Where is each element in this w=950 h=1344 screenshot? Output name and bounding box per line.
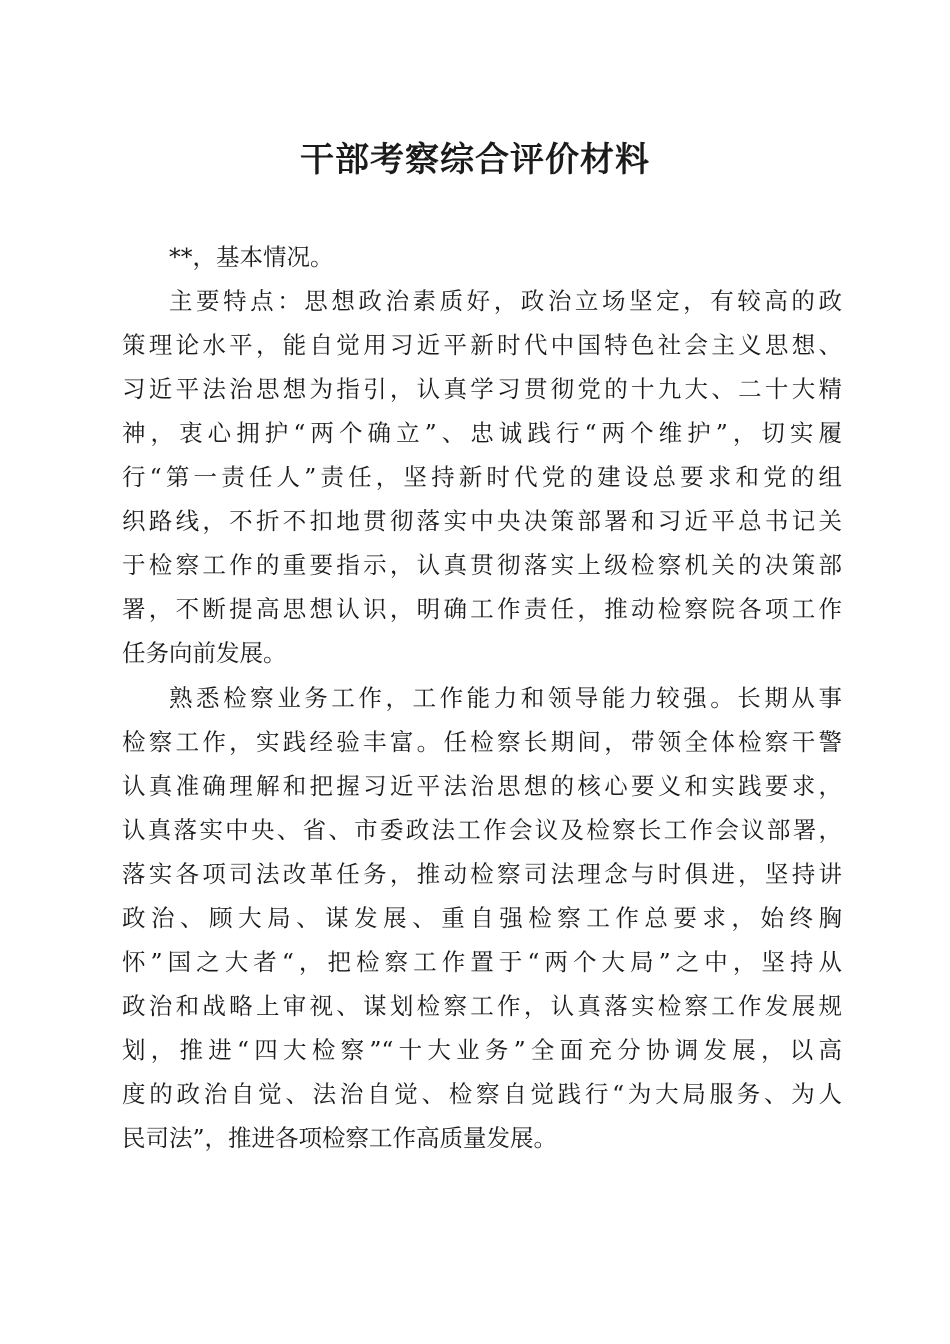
paragraph-2-line: 怀”国之大者“，把检察工作置于“两个大局”之中，坚持从 — [122, 948, 842, 976]
intro-line: **，基本情况。 — [169, 243, 334, 271]
paragraph-2-line: 熟悉检察业务工作，工作能力和领导能力较强。长期从事 — [169, 684, 842, 712]
paragraph-2-line: 落实各项司法改革任务，推动检察司法理念与时俱进，坚持讲 — [122, 860, 842, 888]
paragraph-1-line: 署，不断提高思想认识，明确工作责任，推动检察院各项工作 — [122, 595, 842, 623]
paragraph-2-line: 认真准确理解和把握习近平法治思想的核心要义和实践要求， — [122, 772, 842, 800]
paragraph-1-line: 习近平法治思想为指引，认真学习贯彻党的十九大、二十大精 — [122, 375, 842, 403]
paragraph-2-line: 度的政治自觉、法治自觉、检察自觉践行“为大局服务、为人 — [122, 1080, 842, 1108]
paragraph-2-line: 政治、顾大局、谋发展、重自强检察工作总要求，始终胸 — [122, 904, 842, 932]
document-title: 干部考察综合评价材料 — [300, 140, 650, 180]
paragraph-2-line: 民司法”，推进各项检察工作高质量发展。 — [122, 1124, 558, 1152]
paragraph-2-line: 划，推进“四大检察”“十大业务”全面充分协调发展，以高 — [122, 1036, 842, 1064]
paragraph-1-line: 任务向前发展。 — [122, 639, 287, 667]
paragraph-2-line: 政治和战略上审视、谋划检察工作，认真落实检察工作发展规 — [122, 992, 842, 1020]
paragraph-1-line: 神，衷心拥护“两个确立”、忠诚践行“两个维护”，切实履 — [122, 419, 842, 447]
paragraph-1-line: 主要特点：思想政治素质好，政治立场坚定，有较高的政 — [169, 287, 842, 315]
paragraph-1-line: 织路线，不折不扣地贯彻落实中央决策部署和习近平总书记关 — [122, 507, 842, 535]
paragraph-1-line: 于检察工作的重要指示，认真贯彻落实上级检察机关的决策部 — [122, 551, 842, 579]
paragraph-2-line: 检察工作，实践经验丰富。任检察长期间，带领全体检察干警 — [122, 728, 842, 756]
paragraph-2-line: 认真落实中央、省、市委政法工作会议及检察长工作会议部署， — [122, 816, 842, 844]
paragraph-1-line: 策理论水平，能自觉用习近平新时代中国特色社会主义思想、 — [122, 331, 842, 359]
paragraph-1-line: 行“第一责任人”责任，坚持新时代党的建设总要求和党的组 — [122, 463, 842, 491]
